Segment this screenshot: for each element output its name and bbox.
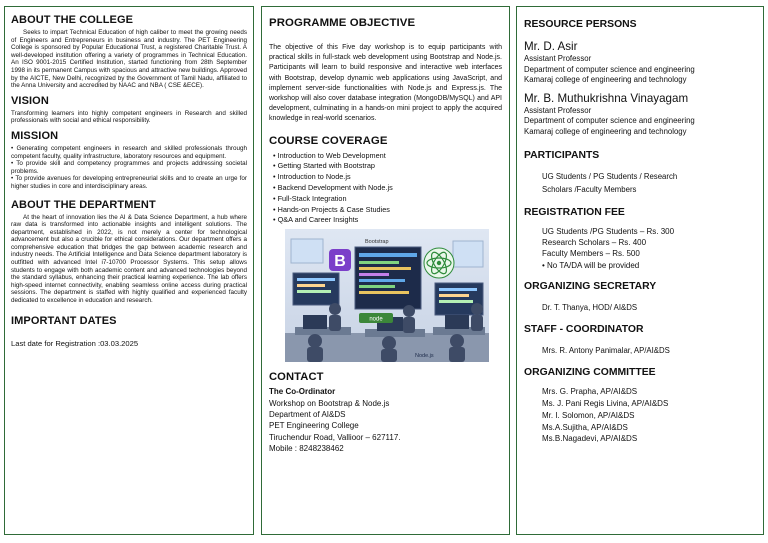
fee-note: • No TA/DA will be provided (542, 260, 640, 270)
list-item: • Generating competent engineers in research and skilled professionals through competent faculty, quality infrastructure, laboratory resources and equipment. (11, 145, 247, 160)
right-panel (516, 6, 764, 535)
resource-person-name: Mr. B. Muthukrishna Vinayagam (524, 91, 689, 105)
list-item: • Full-Stack Integration (273, 194, 502, 205)
contact-line: Department of AI&DS (269, 410, 346, 420)
left-panel (4, 6, 254, 535)
organizing-committee-heading: ORGANIZING COMMITTEE (524, 367, 656, 379)
resource-person-title: Assistant Professor (524, 105, 592, 115)
participants-line: Scholars /Faculty Members (542, 184, 637, 194)
organizing-secretary-name: Dr. T. Thanya, HOD/ AI&DS (542, 303, 638, 313)
fee-note-text: No TA/DA will be provided (547, 260, 640, 270)
list-item: • Hands-on Projects & Case Studies (273, 205, 502, 216)
vision-heading: VISION (11, 94, 49, 107)
course-coverage-list (273, 151, 502, 227)
nodejs-small-label: node (369, 316, 383, 323)
about-college-text: Seeks to impart Technical Education of high caliber to meet the growing needs of Engineers and Entrepreneurs in business and industry. The PET Engineering College is sponsored by Popular Educational Trust, a registered Charitable Trust. A well-developed institution offering a variety of programmes in Technical Education. An ISO 9001-2015 Certified Institution, started functioning from 28th September 1998 in its permanent Campus with spacious and attractive new buildings. Approved by the AICTE, New Delhi, recognized by the Government of Tamil Nadu, affiliated to the Anna University and accredited by NAAC and NBA ( CSE &ECE). (11, 29, 247, 90)
contact-heading: CONTACT (269, 371, 324, 384)
course-coverage-heading: COURSE COVERAGE (269, 134, 388, 147)
contact-mobile: Mobile : 8248238462 (269, 444, 344, 454)
committee-member: Ms.A.Sujitha, AP/AI&DS (542, 422, 628, 432)
committee-member: Mr. I. Solomon, AP/AI&DS (542, 410, 635, 420)
list-item: • Backend Development with Node.js (273, 183, 502, 194)
resource-person-name: Mr. D. Asir (524, 40, 578, 53)
fee-line: Faculty Members – Rs. 500 (542, 249, 640, 259)
mission-heading: MISSION (11, 129, 59, 142)
vision-text: Transforming learners into highly competent engineers in Research and skilled professionals with social and ethical responsibility. (11, 109, 247, 125)
contact-line: Workshop on Bootstrap & Node.js (269, 398, 390, 408)
fee-line: Research Scholars – Rs. 400 (542, 237, 647, 247)
contact-line: Tiruchendur Road, Vallioor – 627117. (269, 432, 401, 442)
list-item: • Introduction to Web Development (273, 151, 502, 162)
staff-coordinator-name: Mrs. R. Antony Panimalar, AP/AI&DS (542, 346, 670, 356)
registration-fee-heading: REGISTRATION FEE (524, 206, 625, 218)
atom-icon (424, 248, 454, 278)
fee-line: UG Students /PG Students – Rs. 300 (542, 226, 675, 236)
resource-person-2 (524, 92, 756, 138)
committee-member: Ms.B.Nagadevi, AP/AI&DS (542, 434, 638, 444)
programme-objective-heading: PROGRAMME OBJECTIVE (269, 17, 416, 29)
mission-list (11, 145, 247, 191)
organizing-secretary-heading: ORGANIZING SECRETARY (524, 281, 657, 293)
fee-list (542, 226, 756, 272)
programme-objective-text: The objective of this Five day workshop is to equip participants with practical skills in full-stack web development using Bootstrap and Node.js. Participants will learn to build responsive and interactive web interfaces with Bootstrap, develop dynamic web applications using JavaScript, and implement server-side functionalities with Node.js and Express.js. The workshop will also cover database integration (MongoDB/MySQL) and API development, culminating in a hands-on mini project to apply the acquired knowledge in real-world scenarios. (269, 44, 502, 123)
bootstrap-label: Bootstrap (365, 239, 389, 246)
bootstrap-letter: B (334, 253, 346, 271)
about-department-heading: ABOUT THE DEPARTMENT (11, 198, 156, 211)
participants-heading: PARTICIPANTS (524, 149, 600, 161)
resource-person-college: Kamaraj college of engineering and technology (524, 75, 687, 85)
registration-deadline: Last date for Registration :03.03.2025 (11, 338, 139, 348)
middle-panel (261, 6, 510, 535)
about-department-text: At the heart of innovation lies the AI & Data Science Department, a hub where raw data is transformed into actionable insights and intelligent solutions. The department, established in 2022, is not merely a center for technological advancement but also a crucible for ethical considerations. Our department offers a comprehensive education that bridges the gap between academic research and industry needs. The Artificial Intelligence and Data Science department laboratory is outfitted with advanced Intel i7-10700 Processor Systems. This setup allows students to engage with both academic content and advanced technologies beyond the standard syllabus, enhancing their practical learning experience. The lab offers high-speed internet connectivity, enabling seamless online access during practical sessions. The department is staffed with highly qualified and experienced faculty dedicated to excellence in education and research. (11, 213, 247, 305)
workshop-illustration (285, 229, 489, 362)
about-college-heading: ABOUT THE COLLEGE (11, 14, 134, 26)
participants-line: UG Students / PG Students / Research (542, 171, 678, 181)
list-item: • To provide skill and competency programmes and projects addressing societal problems. (11, 160, 247, 175)
contact-line: The Co-Ordinator (269, 387, 336, 397)
resource-person-college: Kamaraj college of engineering and technology (524, 126, 687, 136)
resource-person-1 (524, 40, 756, 86)
nodejs-label: Node.js (415, 353, 434, 360)
committee-member: Mrs. G. Prapha, AP/AI&DS (542, 387, 638, 397)
resource-person-title: Assistant Professor (524, 54, 592, 63)
list-item: • Getting Started with Bootstrap (273, 161, 502, 172)
illustration-svg (285, 229, 489, 362)
committee-member: Ms. J. Pani Regis Livina, AP/AI&DS (542, 398, 669, 408)
committee-list (542, 386, 756, 445)
staff-coordinator-heading: STAFF - COORDINATOR (524, 324, 644, 336)
list-item: • To provide avenues for developing entrepreneurial skills and to create an urge for higher studies in core and interdisciplinary areas. (11, 175, 247, 190)
resource-person-dept: Department of computer science and engineering (524, 64, 695, 74)
resource-person-dept: Department of computer science and engineering (524, 116, 695, 126)
contact-line: PET Engineering College (269, 421, 359, 431)
list-item: • Introduction to Node.js (273, 172, 502, 183)
important-dates-heading: IMPORTANT DATES (11, 314, 117, 327)
resource-persons-heading: RESOURCE PERSONS (524, 19, 637, 30)
list-item: • Q&A and Career Insights (273, 215, 502, 226)
